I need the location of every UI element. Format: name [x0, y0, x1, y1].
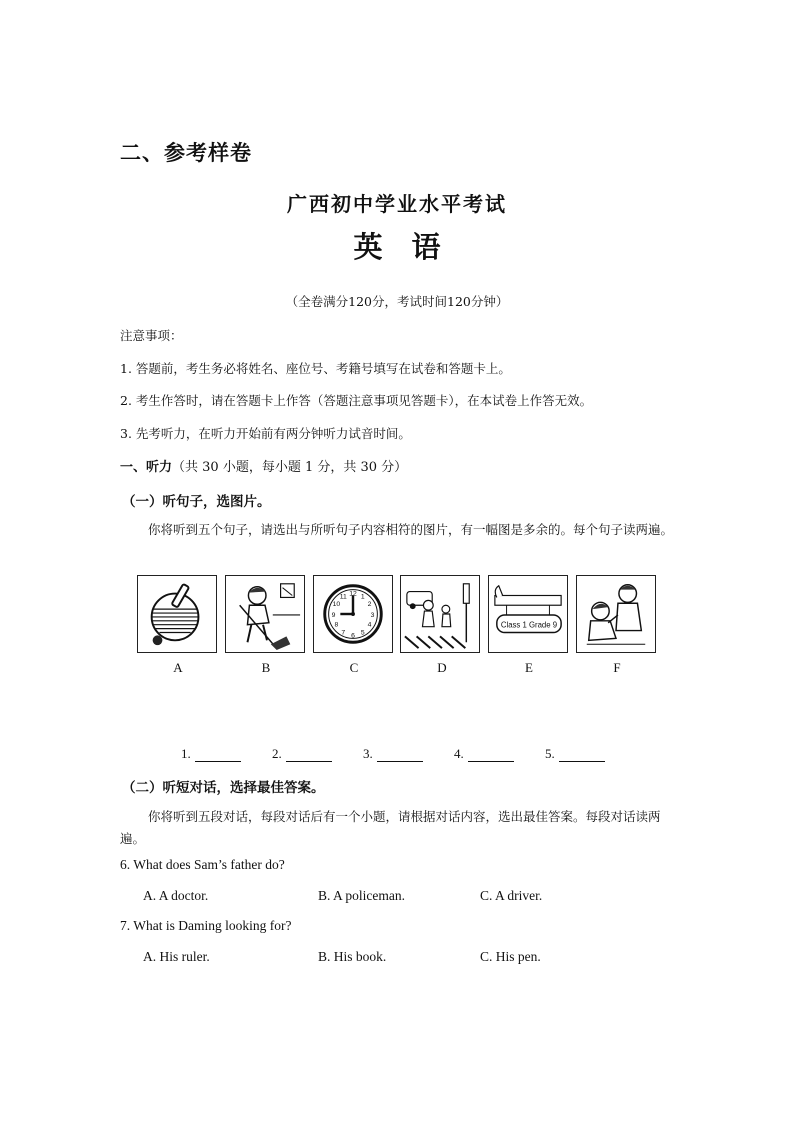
blank-number: 1. — [181, 746, 191, 761]
ping-pong-icon — [138, 576, 216, 652]
exam-title: 广西初中学业水平考试 — [287, 192, 507, 216]
answer-option[interactable]: B. A policeman. — [318, 888, 405, 903]
note-item: 2. 考生作答时，请在答题卡上作答（答题注意事项见答题卡），在本试卷上作答无效。 — [120, 393, 593, 408]
answer-option[interactable]: B. His book. — [318, 949, 387, 964]
svg-text:4: 4 — [367, 621, 372, 629]
svg-text:12: 12 — [349, 590, 357, 598]
picture-label: F — [613, 660, 621, 675]
blank-number: 4. — [454, 746, 464, 761]
subject-title: 英 语 — [353, 230, 441, 264]
answer-blank[interactable] — [272, 746, 332, 762]
svg-text:10: 10 — [332, 601, 341, 609]
answer-option[interactable]: C. A driver. — [480, 888, 543, 903]
crossing-street-icon — [401, 576, 479, 652]
class-sign-icon — [489, 576, 567, 652]
part-prefix: 一、听力 — [120, 460, 173, 475]
answer-blank[interactable] — [545, 746, 605, 762]
note-item: 3. 先考听力，在听力开始前有两分钟听力试音时间。 — [120, 426, 411, 441]
picture-f — [576, 575, 656, 653]
clock-icon — [314, 576, 392, 652]
picture-b — [225, 575, 305, 653]
svg-text:8: 8 — [334, 621, 339, 629]
svg-text:6: 6 — [351, 632, 355, 640]
section-heading: 二、参考样卷 — [120, 140, 252, 165]
section-title: （一）听句子，选图片。 — [122, 494, 271, 510]
section-title: （二）听短对话，选择最佳答案。 — [122, 780, 325, 796]
svg-text:9: 9 — [331, 611, 336, 619]
answer-option[interactable]: A. His ruler. — [143, 949, 210, 964]
class-sign-text: Class 1 Grade 9 — [500, 620, 558, 630]
note-item: 1. 答题前，考生务必将姓名、座位号、考籍号填写在试卷和答题卡上。 — [120, 361, 511, 376]
boy-sweeping-icon — [226, 576, 304, 652]
blank-number: 3. — [363, 746, 373, 761]
svg-text:5: 5 — [360, 629, 365, 637]
blank-number: 5. — [545, 746, 555, 761]
picture-c — [313, 575, 393, 653]
picture-a — [137, 575, 217, 653]
svg-text:7: 7 — [341, 629, 346, 637]
blank-number: 2. — [272, 746, 282, 761]
section-instruction: 你将听到五个句子，请选出与所听句子内容相符的图片，有一幅图是多余的。每个句子读两遍。 — [148, 522, 674, 537]
answer-option[interactable]: C. His pen. — [480, 949, 541, 964]
helping-friend-icon — [577, 576, 655, 652]
picture-label: E — [525, 660, 533, 675]
answer-blank[interactable] — [181, 746, 241, 762]
question-text: 6. What does Sam’s father do? — [120, 857, 285, 872]
svg-text:3: 3 — [370, 611, 375, 619]
answer-blank[interactable] — [363, 746, 423, 762]
section-instruction: 你将听到五段对话，每段对话后有一个小题，请根据对话内容，选出最佳答案。每段对话读两遍。 — [120, 809, 661, 846]
picture-d — [400, 575, 480, 653]
picture-label: C — [349, 660, 359, 675]
answer-option[interactable]: A. A doctor. — [143, 888, 209, 903]
answer-blank[interactable] — [454, 746, 514, 762]
question-text: 7. What is Daming looking for? — [120, 918, 292, 933]
picture-label: D — [437, 660, 447, 675]
picture-label: B — [261, 660, 271, 675]
picture-label: A — [173, 660, 183, 675]
notes-label: 注意事项： — [120, 328, 183, 343]
svg-text:2: 2 — [367, 601, 372, 609]
score-note: （全卷满分120分，考试时间120分钟） — [285, 294, 509, 309]
picture-e — [488, 575, 568, 653]
svg-text:11: 11 — [339, 593, 347, 601]
part-detail: （共 30 小题，每小题 1 分，共 30 分） — [172, 460, 408, 475]
svg-text:1: 1 — [360, 593, 365, 601]
part-heading — [120, 456, 407, 475]
